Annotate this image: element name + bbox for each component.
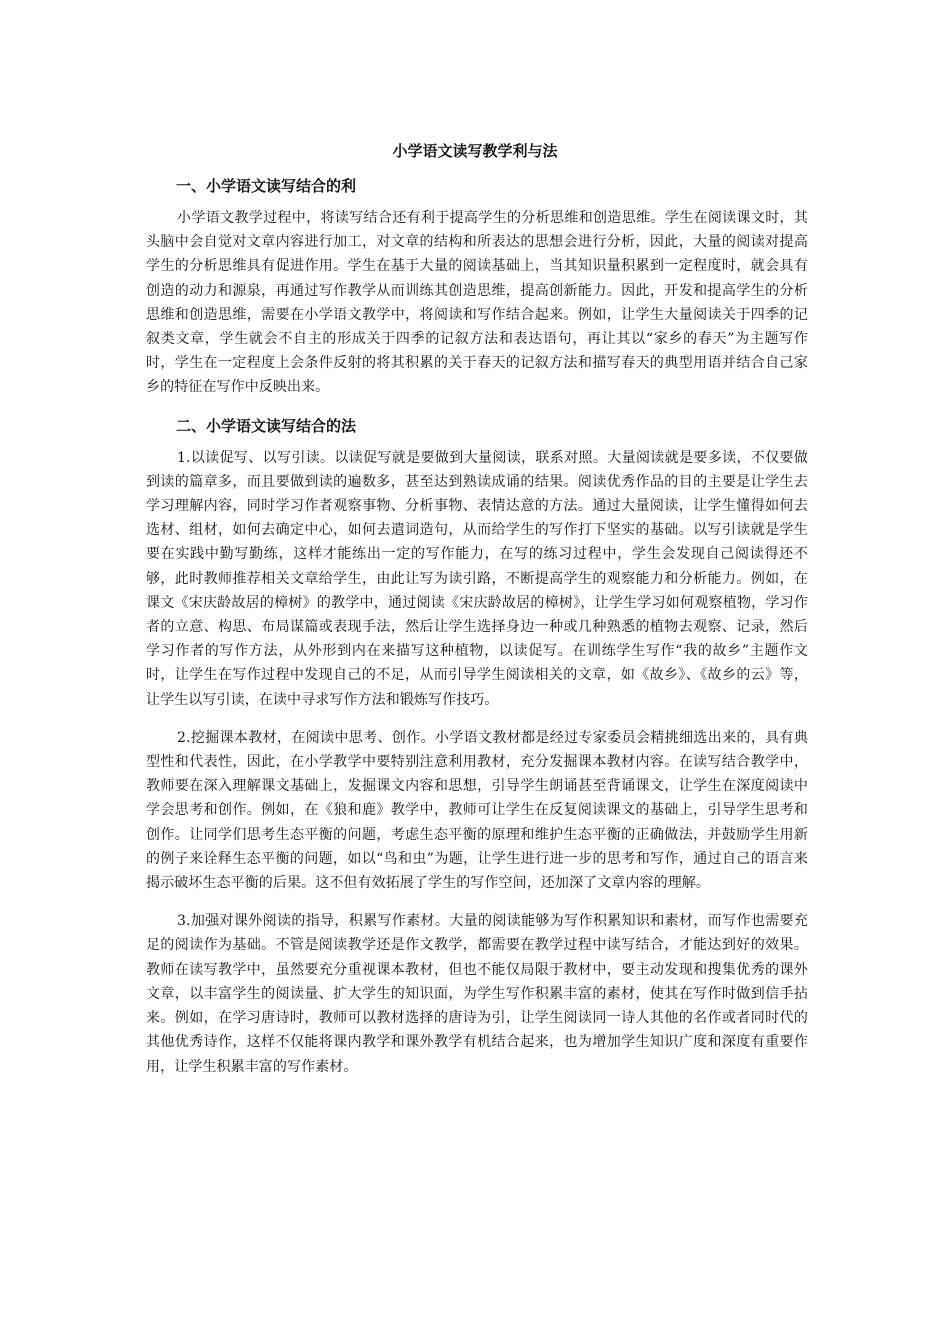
- section-heading-2: 二、小学语文读写结合的法: [176, 416, 357, 435]
- paragraph-2-2: 2.挖掘课本教材，在阅读中思考、创作。小学语文教材都是经过专家委员会精挑细选出来的，具有典型性和代表性，因此，在小学教学中要特别注意利用教材，充分发掘课本教材内容。在读写结合教学中，教师要在深入理解课文基础上，发掘课文内容和思想，引导学生朗诵甚至背诵课文，让学生在深度阅读中学会思考和创作。例如，在《狼和鹿》教学中，教师可让学生在反复阅读课文的基础上，引导学生思考和创作。让同学们思考生态平衡的问题，考虑生态平衡的原理和维护生态平衡的正确做法，并鼓励学生用新的例子来诠释生态平衡的问题，如以“鸟和虫”为题，让学生进行进一步的思考和写作，通过自己的语言来揭示破坏生态平衡的后果。这不但有效拓展了学生的写作空间，还加深了文章内容的理解。: [146, 729, 808, 892]
- paragraph-2-1: 1.以读促写、以写引读。以读促写就是要做到大量阅读，联系对照。大量阅读就是要多读，不仅要做到读的篇章多，而且要做到读的遍数多，甚至达到熟读成诵的结果。阅读优秀作品的目的主要是让学生去学习理解内容，同时学习作者观察事物、分析事物、表情达意的方法。通过大量阅读，让学生懂得如何去选材、组材，如何去确定中心，如何去遣词造句，从而给学生的写作打下坚实的基础。以写引读就是学生要在实践中勤写勤练，这样才能练出一定的写作能力，在写的练习过程中，学生会发现自己阅读得还不够，此时教师推荐相关文章给学生，由此让写为读引路，不断提高学生的观察能力和分析能力。例如，在课文《宋庆龄故居的樟树》的教学中，通过阅读《宋庆龄故居的樟树》，让学生学习如何观察植物，学习作者的立意、构思、布局谋篇或表现手法，然后让学生选择身边一种或几种熟悉的植物去观察、记录，然后学习作者的写作方法，从外形到内在来描写这种植物，以读促写。在训练学生写作“我的故乡”主题作文时，让学生在写作过程中发现自己的不足，从而引导学生阅读相关的文章，如《故乡》、《故乡的云》等，让学生以写引读，在读中寻求写作方法和锻炼写作技巧。: [146, 449, 808, 708]
- section-heading-1: 一、小学语文读写结合的利: [176, 177, 357, 195]
- paragraph-2-3: 3.加强对课外阅读的指导，积累写作素材。大量的阅读能够为写作积累知识和素材，而写作也需要充足的阅读作为基础。不管是阅读教学还是作文教学，都需要在教学过程中读写结合，才能达到好的效果。教师在读写教学中，虽然要充分重视课本教材，但也不能仅局限于教材中，要主动发现和搜集优秀的课外文章，以丰富学生的阅读量、扩大学生的知识面，为学生写作积累丰富的素材，使其在写作时做到信手拈来。例如，在学习唐诗时，教师可以教材选择的唐诗为引，让学生阅读同一诗人其他的名作或者同时代的其他优秀诗作，这样不仅能将课内教学和课外教学有机结合起来，也为增加学生知识广度和深度有重要作用，让学生积累丰富的写作素材。: [146, 913, 808, 1075]
- document-title: 小学语文读写教学利与法: [392, 142, 558, 160]
- paragraph-1-1: 小学语文教学过程中，将读写结合还有利于提高学生的分析思维和创造思维。学生在阅读课文时，其头脑中会自觉对文章内容进行加工，对文章的结构和所表达的思想会进行分析，因此，大量的阅读对提高学生的分析思维具有促进作用。学生在基于大量的阅读基础上，当其知识量积累到一定程度时，就会具有创造的动力和源泉，再通过写作教学从而训练其创造思维，提高创新能力。因此，开发和提高学生的分析思维和创造思维，需要在小学语文教学中，将阅读和写作结合起来。例如，让学生大量阅读关于四季的记叙类文章，学生就会不自主的形成关于四季的记叙方法和表达语句，再让其以“家乡的春天”为主题写作时，学生在一定程度上会条件反射的将其积累的关于春天的记叙方法和描写春天的典型用语并结合自己家乡的特征在写作中反映出来。: [146, 210, 808, 396]
- document-body: [146, 174, 808, 1093]
